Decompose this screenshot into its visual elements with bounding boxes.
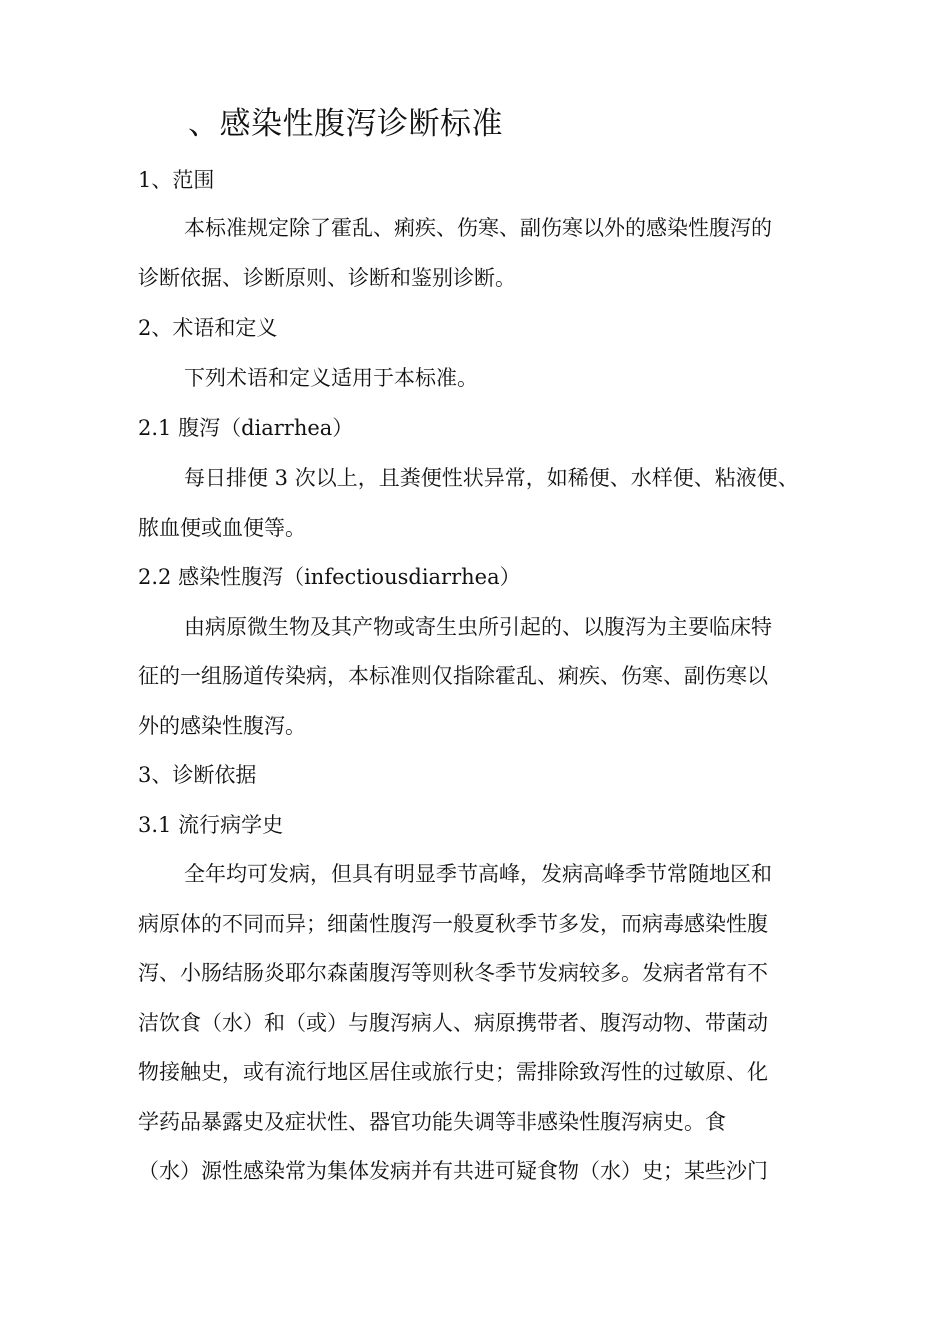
- paragraph-line: 外的感染性腹泻。: [138, 714, 306, 738]
- subsection-heading-epidemiology: 3.1 流行病学史: [138, 813, 284, 837]
- paragraph-line: 病原体的不同而异；细菌性腹泻一般夏秋季节多发，而病毒感染性腹: [138, 912, 768, 936]
- subsection-heading-diarrhea: 2.1 腹泻（diarrhea）: [138, 416, 354, 440]
- section-heading-terms: 2、术语和定义: [138, 316, 278, 340]
- document-title: 、感染性腹泻诊断标准: [188, 106, 503, 142]
- subsection-heading-infectious-diarrhea: 2.2 感染性腹泻（infectiousdiarrhea）: [138, 565, 521, 589]
- paragraph-line: 征的一组肠道传染病，本标准则仅指除霍乱、痢疾、伤寒、副伤寒以: [138, 664, 768, 688]
- section-heading-scope: 1、范围: [138, 168, 215, 192]
- paragraph-line: 下列术语和定义适用于本标准。: [184, 366, 478, 390]
- paragraph-line: 由病原微生物及其产物或寄生虫所引起的、以腹泻为主要临床特: [184, 615, 772, 639]
- paragraph-line: 每日排便 3 次以上，且粪便性状异常，如稀便、水样便、粘液便、: [184, 466, 799, 490]
- paragraph-line: 洁饮食（水）和（或）与腹泻病人、病原携带者、腹泻动物、带菌动: [138, 1011, 768, 1035]
- paragraph-line: 泻、小肠结肠炎耶尔森菌腹泻等则秋冬季节发病较多。发病者常有不: [138, 961, 768, 985]
- section-heading-diagnosis-basis: 3、诊断依据: [138, 763, 257, 787]
- paragraph-line: 学药品暴露史及症状性、器官功能失调等非感染性腹泻病史。食: [138, 1110, 726, 1134]
- paragraph-line: 物接触史，或有流行地区居住或旅行史；需排除致泻性的过敏原、化: [138, 1060, 768, 1084]
- paragraph-line: 本标准规定除了霍乱、痢疾、伤寒、副伤寒以外的感染性腹泻的: [184, 216, 772, 240]
- paragraph-line: 脓血便或血便等。: [138, 516, 306, 540]
- paragraph-line: 全年均可发病，但具有明显季节高峰，发病高峰季节常随地区和: [184, 862, 772, 886]
- paragraph-line: （水）源性感染常为集体发病并有共进可疑食物（水）史；某些沙门: [138, 1159, 768, 1183]
- paragraph-line: 诊断依据、诊断原则、诊断和鉴别诊断。: [138, 266, 516, 290]
